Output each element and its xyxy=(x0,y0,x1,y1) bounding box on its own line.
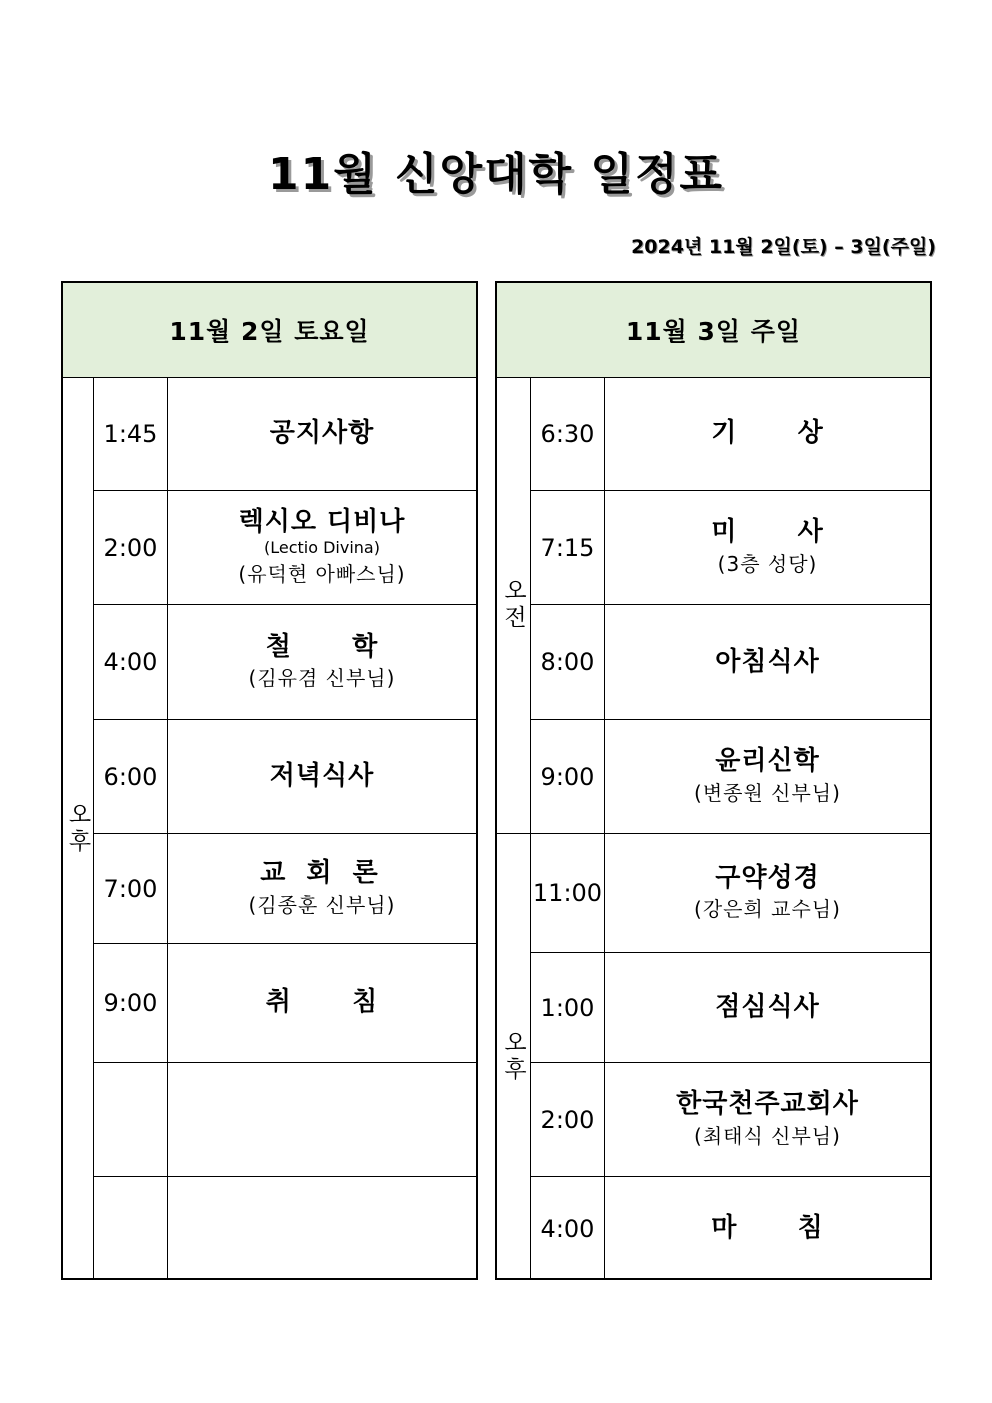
event-title: 철 학 xyxy=(265,631,379,662)
table-row xyxy=(94,1177,476,1280)
row-time: 1:00 xyxy=(531,953,605,1062)
table-row xyxy=(94,605,476,720)
event-title: 마 침 xyxy=(711,1213,824,1244)
event-title: 구약성경 xyxy=(715,862,820,893)
table-row xyxy=(531,1177,930,1280)
event-title: 윤리신학 xyxy=(715,746,820,777)
row-event xyxy=(168,1177,476,1280)
table-row xyxy=(94,1063,476,1177)
row-event xyxy=(605,953,930,1062)
row-event xyxy=(605,605,930,719)
event-lecturer: (김유겸 신부님) xyxy=(248,666,396,691)
row-event xyxy=(605,720,930,833)
row-time: 7:00 xyxy=(94,834,168,943)
row-time: 6:00 xyxy=(94,720,168,833)
day2-header: 11월 3일 주일 xyxy=(497,283,930,378)
event-title: 점심식사 xyxy=(715,992,820,1023)
event-title: 아침식사 xyxy=(715,646,820,677)
page-title: 11월 신앙대학 일정표 xyxy=(268,149,724,200)
event-lecturer: (김종훈 신부님) xyxy=(248,892,396,917)
row-event xyxy=(605,491,930,604)
event-lecturer: (유덕현 아빠스님) xyxy=(238,562,406,587)
row-time: 2:00 xyxy=(531,1063,605,1176)
row-event xyxy=(168,834,476,943)
row-time: 9:00 xyxy=(531,720,605,833)
day2-period-pm xyxy=(497,834,531,1280)
table-row xyxy=(94,491,476,605)
event-title: 취 침 xyxy=(265,987,379,1017)
row-event xyxy=(605,834,930,952)
table-row xyxy=(531,720,930,834)
row-time: 7:15 xyxy=(531,491,605,604)
row-time: 11:00 xyxy=(531,834,605,952)
event-lecturer: (변종원 신부님) xyxy=(694,780,841,805)
table-row xyxy=(94,720,476,834)
event-title: 기 상 xyxy=(711,418,824,449)
table-row xyxy=(531,491,930,605)
schedule-day1 xyxy=(61,281,478,1280)
table-row xyxy=(531,605,930,720)
row-event xyxy=(168,491,476,604)
table-row xyxy=(94,377,476,491)
event-lecturer: (최태식 신부님) xyxy=(694,1123,841,1148)
table-row xyxy=(531,377,930,491)
event-title: 렉시오 디비나 xyxy=(238,506,406,537)
row-time: 2:00 xyxy=(94,491,168,604)
row-time: 9:00 xyxy=(94,944,168,1062)
event-title: 교 회 론 xyxy=(260,858,384,889)
period-label: 오전 xyxy=(500,578,526,632)
event-title: 저녁식사 xyxy=(269,761,375,792)
event-title: 공지사항 xyxy=(269,418,375,449)
date-range: 2024년 11월 2일(토) – 3일(주일) xyxy=(631,236,936,258)
event-lecturer: (강은희 교수님) xyxy=(694,897,841,922)
event-title: 미 사 xyxy=(711,517,824,548)
table-row xyxy=(531,953,930,1063)
row-time: 6:30 xyxy=(531,377,605,490)
row-event xyxy=(605,1063,930,1176)
row-time xyxy=(94,1063,168,1176)
table-row xyxy=(531,1063,930,1177)
row-event xyxy=(605,1177,930,1280)
period-label: 오후 xyxy=(64,801,91,856)
day2-period-am xyxy=(497,377,531,834)
row-time: 4:00 xyxy=(94,605,168,719)
row-event xyxy=(168,605,476,719)
table-row xyxy=(94,944,476,1063)
row-event xyxy=(605,377,930,490)
schedule-day2 xyxy=(495,281,932,1280)
event-location: (3층 성당) xyxy=(717,551,818,576)
row-time: 8:00 xyxy=(531,605,605,719)
row-event xyxy=(168,1063,476,1176)
row-time: 1:45 xyxy=(94,377,168,490)
row-event xyxy=(168,377,476,490)
event-title: 한국천주교회사 xyxy=(676,1089,859,1120)
row-time: 4:00 xyxy=(531,1177,605,1280)
day1-period-pm xyxy=(63,377,94,1280)
day1-header: 11월 2일 토요일 xyxy=(63,283,476,378)
table-row xyxy=(531,834,930,953)
row-event xyxy=(168,944,476,1062)
row-time xyxy=(94,1177,168,1280)
row-event xyxy=(168,720,476,833)
period-label: 오후 xyxy=(500,1030,526,1084)
event-english: (Lectio Divina) xyxy=(264,538,380,558)
table-row xyxy=(94,834,476,944)
